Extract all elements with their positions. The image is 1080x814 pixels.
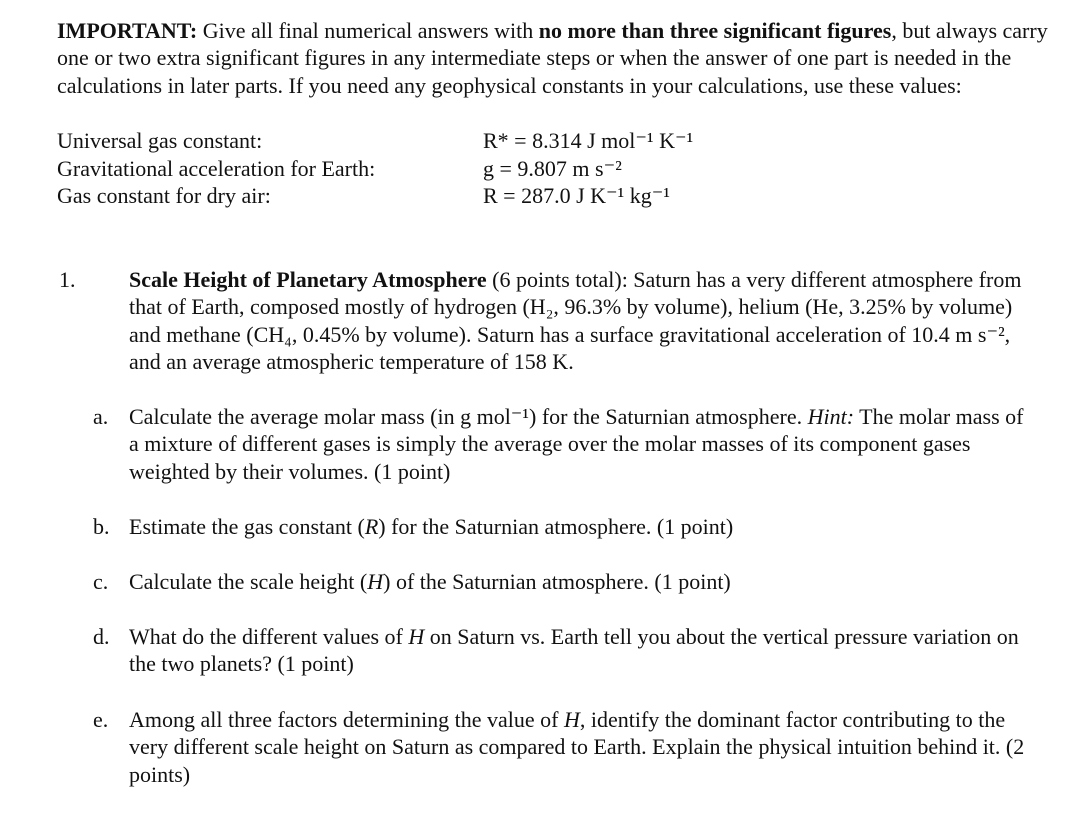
part-a-text-2: The molar mass of a mixture of different gases is simply the average over the molar masses of its component gases weighted by their volumes. (1 point) xyxy=(129,404,1024,484)
part-letter: c. xyxy=(93,569,109,594)
part-d-text-2: on Saturn vs. Earth tell you about the vertical pressure variation on the two planets? (1 point) xyxy=(129,624,1019,677)
question-text xyxy=(129,266,1039,376)
part-c-text-1: Calculate the scale height ( xyxy=(129,569,368,594)
constant-name: Gravitational acceleration for Earth: xyxy=(57,156,376,181)
important-text-1: Give all final numerical answers with xyxy=(197,18,539,43)
part-letter: e. xyxy=(93,707,109,732)
important-note xyxy=(57,17,1057,99)
hint-label: Hint: xyxy=(807,404,855,429)
part-e-text-2: , identify the dominant factor contributing to the very different scale height on Saturn as compared to Earth. Explain the physical intuition behind it. (2 points) xyxy=(129,707,1025,787)
important-emphasis: no more than three significant figures xyxy=(538,18,892,43)
variable: R xyxy=(364,514,379,539)
part-letter: d. xyxy=(93,624,110,649)
part-d-text xyxy=(129,623,1029,678)
important-text-2: , but always carry one or two extra significant figures in any intermediate steps or when the answer of one part is needed in the calculations in later parts. If you need any geophysical constants in your calculations, use these values: xyxy=(57,18,1048,98)
part-a-text-1: Calculate the average molar mass (in g mol⁻¹) for the Saturnian atmosphere. xyxy=(129,404,808,429)
variable: H xyxy=(367,569,384,594)
part-c-text-2: ) of the Saturnian atmosphere. (1 point) xyxy=(383,569,731,594)
part-c-text xyxy=(129,568,1029,595)
part-b-text-2: ) for the Saturnian atmosphere. (1 point) xyxy=(378,514,734,539)
constant-name: Gas constant for dry air: xyxy=(57,183,271,208)
variable: H xyxy=(563,707,580,732)
part-a-text xyxy=(129,403,1029,485)
question-body: (6 points total): Saturn has a very different atmosphere from that of Earth, composed mostly of hydrogen (H₂, 96.3% by volume), helium (He, 3.25% by volume) and methane (CH₄, 0.45% by volume). Saturn has a surface gravitational acceleration of 10.4 m s⁻², and an average atmospheric temperature of 158 K. xyxy=(129,267,1022,375)
important-label: IMPORTANT: xyxy=(57,18,198,43)
part-b-text-1: Estimate the gas constant ( xyxy=(129,514,365,539)
part-letter: b. xyxy=(93,514,110,539)
constant-value: R* = 8.314 J mol⁻¹ K⁻¹ xyxy=(483,128,694,153)
variable: H xyxy=(408,624,425,649)
part-d-text-1: What do the different values of xyxy=(129,624,409,649)
part-e-text-1: Among all three factors determining the value of xyxy=(129,707,564,732)
constant-name: Universal gas constant: xyxy=(57,128,263,153)
part-letter: a. xyxy=(93,404,109,429)
question-title: Scale Height of Planetary Atmosphere xyxy=(129,267,487,292)
constant-value: g = 9.807 m s⁻² xyxy=(483,156,622,181)
part-e-text xyxy=(129,706,1029,788)
question-number: 1. xyxy=(59,267,76,292)
part-b-text xyxy=(129,513,1029,540)
constant-value: R = 287.0 J K⁻¹ kg⁻¹ xyxy=(483,183,670,208)
